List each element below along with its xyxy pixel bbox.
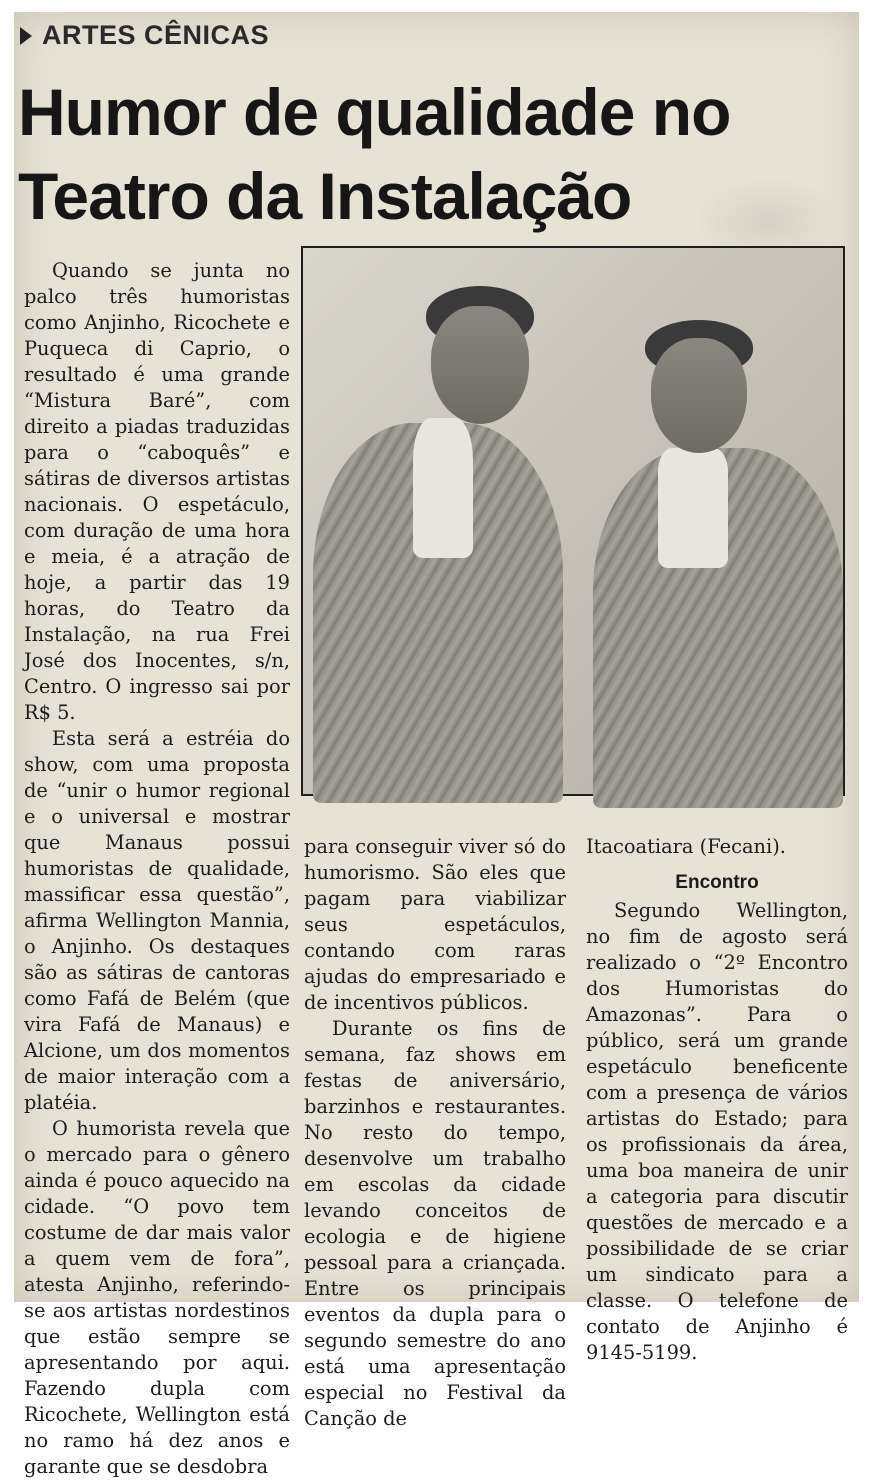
newspaper-clipping	[14, 12, 859, 1478]
article-column-3	[586, 834, 848, 1366]
headline-line-2: Teatro da Instalação	[18, 159, 632, 233]
paragraph: O humorista revela que o mercado para o gênero ainda é pouco aquecido na cidade. “O povo tem costume de dar mais valor a quem vem de fora”, atesta Anjinho, referindo-se aos artistas nordestinos que estão sempre se apresentando por aqui. Fazendo dupla com Ricochete, Wellington está no ramo há dez anos e garante que se desdobra	[24, 1117, 290, 1478]
article-photo	[301, 246, 845, 796]
paragraph: Durante os fins de semana, faz shows em festas de aniversário, barzinhos e restaurantes. No resto do tempo, desenvolve um trabalho em escolas da cidade levando conceitos de ecologia e de higiene pessoal para a criançada. Entre os principais eventos da dupla para o segundo semestre do ano está uma apresentação especial no Festival da Canção de	[304, 1017, 566, 1430]
performer-left	[303, 248, 583, 794]
headline	[18, 70, 848, 238]
paragraph: Itacoatiara (Fecani).	[586, 835, 786, 858]
paragraph: Segundo Wellington, no fim de agosto será realizado o “2º Encontro dos Humoristas do Amazonas”. Para o público, será um grande espetáculo beneficente com a presença de vários artistas do Estado; para os profissionais da área, uma boa maneira de unir a categoria para discutir questões de mercado e a possibilidade de se criar um sindicato para a classe. O telefone de contato de Anjinho é 9145-5199.	[586, 899, 848, 1364]
section-label: ARTES CÊNICAS	[42, 20, 270, 50]
paragraph: Quando se junta no palco três humoristas como Anjinho, Ricochete e Puqueca di Caprio, o resultado é uma grande “Mistura Baré”, com direito a piadas traduzidas para o “caboquês” e sátiras de diversos artistas nacionais. O espetáculo, com duração de uma hora e meia, é a atração de hoje, a partir das 19 horas, do Teatro da Instalação, na rua Frei José dos Inocentes, s/n, Centro. O ingresso sai por R$ 5.	[24, 259, 290, 724]
headline-line-1: Humor de qualidade no	[18, 75, 731, 149]
triangle-arrow-icon	[20, 27, 32, 45]
paragraph: para conseguir viver só do humorismo. São eles que pagam para viabilizar seus espetáculos, contando com raras ajudas do empresariado e de incentivos públicos.	[304, 835, 566, 1014]
performer-right	[573, 248, 843, 794]
paragraph: Esta será a estréia do show, com uma proposta de “unir o humor regional e o universal e mostrar que Manaus possui humoristas de qualidade, massificar essa questão”, afirma Wellington Mannia, o Anjinho. Os destaques são as sátiras de cantoras como Fafá de Belém (que vira Fafá de Manaus) e Alcione, um dos momentos de maior interação com a platéia.	[24, 727, 290, 1114]
article-column-2	[304, 834, 566, 1432]
article-column-1	[24, 258, 290, 1480]
subheading: Encontro	[675, 872, 759, 893]
section-tag	[20, 20, 269, 51]
